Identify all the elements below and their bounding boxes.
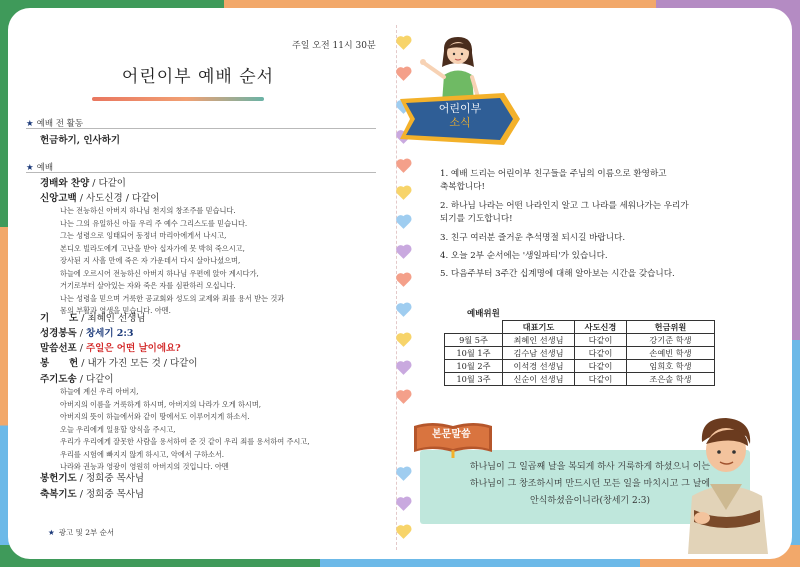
list-item: 1. 예배 드리는 어린이부 친구들을 주님의 이름으로 환영하고 [440, 169, 667, 179]
boy-illustration [680, 414, 775, 554]
praise-item: 경배와 찬양 / 다같이 [40, 178, 126, 189]
list-item: 3. 친구 여러분 즐거운 추석명절 되시길 바랍니다. [440, 233, 626, 243]
star-icon: ★ [26, 163, 34, 173]
section-rule [26, 172, 376, 173]
footer-note: ★ 광고 및 2부 순서 [48, 528, 115, 537]
sermon-item: 말씀선포 / 주일은 어떤 날이에요? [40, 343, 181, 354]
benediction-item: 축복기도 / 정희중 목사님 [40, 489, 145, 500]
table-cell: 손예빈 학생 [627, 347, 715, 360]
table-row [445, 360, 715, 373]
pre-worship-content: 헌금하기, 인사하기 [40, 135, 121, 146]
list-item: 5. 다음주부터 3주간 십계명에 대해 알아보는 시간을 갖습니다. [440, 269, 675, 279]
table-cell: 강기준 학생 [627, 334, 715, 347]
table-cell: 다같이 [575, 373, 627, 386]
table-cell: 조은솔 학생 [627, 373, 715, 386]
title-underline [92, 97, 264, 101]
table-header-cell [445, 321, 503, 334]
verse-label: 본문말씀 [432, 429, 471, 440]
table-cell: 10월 3주 [445, 373, 503, 386]
table-row [445, 334, 715, 347]
news-banner-line2: 소식 [449, 116, 471, 129]
section-rule [26, 128, 376, 129]
table-row [445, 347, 715, 360]
verse-text: 하나님이 그 일곱째 날을 복되게 하사 거룩하게 하셨으니 이는 하나님이 그 창조하시며 만드시던 모든 일을 마치시고 그 날에 안식하셨음이니라(창세기 2:3) [469, 462, 711, 506]
lords-prayer-text: 하늘에 계신 우리 아버지, 아버지의 이름을 거룩하게 하시며, 아버지의 나라가 오게 하시며, 아버지의 뜻이 하늘에서와 같이 땅에서도 이루어지게 하소서. 오늘 우리에게 일용할 양식을 주시고, 우리가 우리에게 잘못한 사람을 용서하여 준 것 같이 우리 죄를 용서하여 주시고, 우리를 시험에 빠지지 않게 하시고, 악에서 구하소서. 나라와 권능과 영광이 영원히 아버지의 것입니다. 아멘 [60, 387, 310, 471]
table-header-cell: 대표기도 [503, 321, 575, 334]
list-item: 2. 하나님 나라는 어떤 나라인지 알고 그 나라를 세워나가는 우리가 [440, 201, 689, 211]
news-banner-line1: 어린이부 [438, 102, 482, 115]
table-cell: 10월 1주 [445, 347, 503, 360]
news-banner [400, 93, 515, 141]
star-icon: ★ [48, 528, 55, 537]
table-row [445, 373, 715, 386]
lords-prayer-item: 주기도송 / 다같이 [40, 374, 114, 385]
creed-text: 나는 전능하신 아버지 하나님 천지의 창조주를 믿습니다. 나는 그의 유일하신 아들 우리 주 예수 그리스도를 믿습니다. 그는 성령으로 잉태되어 동정녀 마리아에게서 나시고, 본디오 빌라도에게 고난을 받아 십자가에 못 박혀 죽으시고, 장사된 지 사흘 만에 죽은 자 가운데서 다시 살아나셨으며, 하늘에 오르시어 전능하신 아버지 하나님 우편에 앉아 계시다가, 거기로부터 살아있는 자와 죽은 자를 심판하러 오십니다. 나는 성령을 믿으며 거룩한 공교회와 성도의 교제와 죄를 용서 받는 것과 몸의 부활과 영생을 믿습니다. 아멘. [60, 206, 285, 315]
list-item: 4. 오늘 2부 순서에는 '생일파티'가 있습니다. [440, 251, 608, 261]
offering-prayer-item: 봉헌기도 / 정희중 목사님 [40, 473, 145, 484]
worship-heading: ★ 예배 [26, 163, 54, 173]
table-cell: 최혜인 선생님 [503, 334, 575, 347]
list-item: 되기를 기도합니다! [440, 214, 513, 224]
service-time: 주일 오전 11시 30분 [292, 41, 376, 51]
table-cell: 임희호 학생 [627, 360, 715, 373]
creed-item: 신앙고백 / 사도신경 / 다같이 [40, 193, 160, 204]
table-cell: 다같이 [575, 360, 627, 373]
list-item: 축복합니다! [440, 182, 485, 192]
page-title: 어린이부 예배 순서 [121, 67, 275, 87]
committee-table [444, 320, 715, 386]
table-cell: 다같이 [575, 347, 627, 360]
table-cell: 9월 5주 [445, 334, 503, 347]
pre-worship-heading: ★ 예배 전 활동 [26, 119, 84, 129]
table-header-cell: 헌금위원 [627, 321, 715, 334]
table-header-cell: 사도신경 [575, 321, 627, 334]
table-header-row [445, 321, 715, 334]
prayer-item: 기 도 / 최혜인 선생님 [40, 313, 146, 324]
table-cell: 다같이 [575, 334, 627, 347]
table-cell: 김수남 선생님 [503, 347, 575, 360]
table-cell: 이석경 선생님 [503, 360, 575, 373]
table-cell: 신순이 선생님 [503, 373, 575, 386]
table-cell: 10월 2주 [445, 360, 503, 373]
committee-title: 예배위원 [467, 309, 500, 319]
scripture-item: 성경봉독 / 창세기 2:3 [40, 328, 134, 339]
star-icon: ★ [26, 119, 34, 129]
offering-item: 봉 헌 / 내가 가진 모든 것 / 다같이 [40, 358, 198, 369]
